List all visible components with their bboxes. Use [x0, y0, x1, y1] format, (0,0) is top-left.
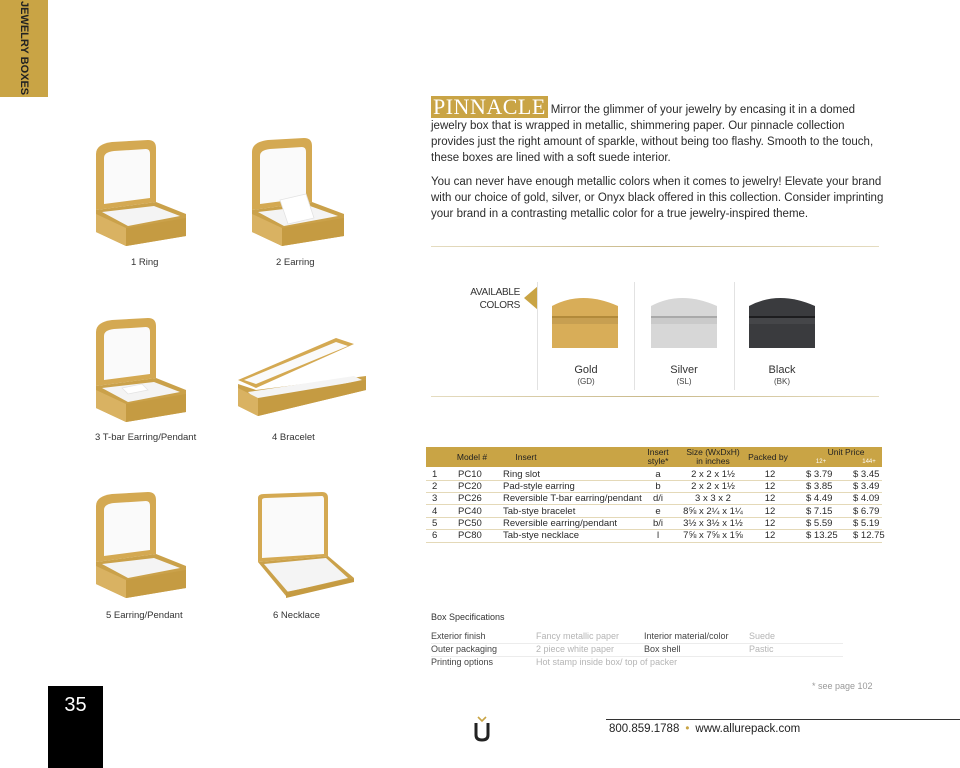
model-number: PC10 — [458, 469, 482, 480]
color-name: Black — [768, 364, 796, 376]
table-header — [426, 447, 882, 467]
col-insert-style-1: Insert — [647, 447, 669, 457]
black-color-swatch — [745, 294, 819, 352]
divider — [634, 282, 635, 390]
insert-style: b — [655, 481, 661, 492]
col-packed-by: Packed by — [748, 452, 788, 462]
necklace-box-image — [256, 492, 356, 600]
packed-by: 12 — [764, 518, 776, 529]
section-tab-label: JEWELRY BOXES — [18, 1, 30, 96]
spec-value: Pastic — [749, 644, 774, 654]
insert-style: e — [655, 506, 661, 517]
model-number: PC20 — [458, 481, 482, 492]
model-number: PC80 — [458, 530, 482, 541]
earring-pendant-box-image — [92, 492, 190, 600]
website-link[interactable]: www.allurepack.com — [695, 723, 801, 735]
brand-logo-icon — [470, 715, 494, 743]
size: 2 x 2 x 1½ — [691, 469, 735, 480]
ring-box-image — [92, 140, 190, 248]
size: 3 x 3 x 2 — [695, 493, 731, 504]
intro-paragraph-2: You can never have enough metallic colors when it comes to jewelry! Elevate your brand with our choice of gold, silver, or Onyx black offered in this collection. Consider imprinting your brand in a contrasting metallic color for a true jewelry-inspired theme. — [431, 176, 884, 220]
insert-style: l — [656, 530, 660, 541]
divider — [734, 282, 735, 390]
product-caption: 5 Earring/Pendant — [106, 610, 183, 621]
product-caption: 3 T-bar Earring/Pendant — [95, 432, 197, 443]
phone-number: 800.859.1788 — [609, 723, 680, 735]
product-caption: 4 Bracelet — [272, 432, 315, 443]
divider — [537, 282, 538, 390]
row-number: 4 — [432, 506, 438, 517]
insert-type: Tab-stye necklace — [503, 530, 580, 541]
bracelet-box-image — [236, 336, 368, 420]
insert-style: b/i — [652, 518, 664, 529]
price-144: $ 4.09 — [853, 493, 880, 504]
col-qty-12: 12+ — [815, 459, 827, 465]
model-number: PC40 — [458, 506, 482, 517]
tbar-box-image — [92, 318, 190, 424]
row-number: 2 — [432, 481, 438, 492]
footer-rule — [606, 719, 960, 720]
row-number: 3 — [432, 493, 438, 504]
section-tab — [0, 0, 48, 97]
model-number: PC50 — [458, 518, 482, 529]
size: 2 x 2 x 1½ — [691, 481, 735, 492]
row-number: 6 — [432, 530, 438, 541]
footer-contact — [609, 723, 800, 735]
color-name: Gold — [574, 364, 598, 376]
row-number: 1 — [432, 469, 438, 480]
earring-box-image — [248, 138, 348, 248]
packed-by: 12 — [764, 493, 776, 504]
product-caption: 2 Earring — [276, 257, 315, 268]
spec-value: Fancy metallic paper — [536, 631, 620, 641]
packed-by: 12 — [764, 506, 776, 517]
divider — [431, 396, 879, 397]
color-code: (GD) — [577, 377, 595, 386]
color-name: Silver — [670, 364, 698, 376]
specs-title: Box Specifications — [431, 612, 505, 622]
divider — [431, 246, 879, 247]
col-insert-style-2: style* — [647, 456, 669, 466]
spec-value: Suede — [749, 631, 776, 641]
model-number: PC26 — [458, 493, 482, 504]
row-divider — [426, 542, 882, 543]
price-12: $ 3.85 — [806, 481, 833, 492]
packed-by: 12 — [764, 530, 776, 541]
col-insert: Insert — [515, 452, 537, 462]
price-12: $ 13.25 — [806, 530, 838, 541]
price-12: $ 4.49 — [806, 493, 833, 504]
spec-label: Printing options — [431, 657, 494, 667]
collection-title: PINNACLE — [433, 94, 546, 119]
col-size-2: in inches — [696, 456, 730, 466]
pointer-arrow-icon — [524, 286, 538, 310]
spec-label: Box shell — [644, 644, 681, 654]
price-12: $ 3.79 — [806, 469, 833, 480]
insert-type: Reversible earring/pendant — [503, 518, 618, 529]
page-number: 35 — [64, 694, 87, 716]
price-12: $ 7.15 — [806, 506, 833, 517]
available-colors-line2: COLORS — [479, 300, 520, 311]
available-colors-label — [455, 286, 520, 312]
insert-style: d/i — [652, 493, 664, 504]
spec-label: Interior material/color — [644, 631, 729, 641]
product-caption: 1 Ring — [131, 257, 159, 268]
intro-paragraph-1: Mirror the glimmer of your jewelry by encasing it in a domed jewelry box that is wrapped in metallic, shimmering paper. Our pinnacle collection provides just the right amount of sparkle, without being too flashy. Smooth to the touch, these boxes are lined with a soft suede interior. — [431, 104, 874, 164]
price-12: $ 5.59 — [806, 518, 833, 529]
intro-text — [431, 96, 891, 230]
col-size-1: Size (WxDxH) — [686, 447, 740, 457]
gold-color-swatch — [548, 294, 622, 352]
size: 3½ x 3½ x 1½ — [683, 518, 743, 529]
separator-dot-icon: • — [685, 723, 690, 735]
packed-by: 12 — [764, 481, 776, 492]
footnote: * see page 102 — [812, 681, 873, 691]
insert-type: Pad-style earring — [503, 481, 575, 492]
size: 8⅝ x 2¼ x 1¼ — [683, 506, 743, 517]
color-code: (BK) — [774, 377, 790, 386]
spec-value: Hot stamp inside box/ top of packer — [536, 657, 678, 667]
price-144: $ 5.19 — [853, 518, 880, 529]
price-144: $ 6.79 — [853, 506, 880, 517]
silver-color-swatch — [647, 294, 721, 352]
spec-label: Exterior finish — [431, 631, 486, 641]
spec-label: Outer packaging — [431, 644, 498, 654]
price-144: $ 3.45 — [853, 469, 880, 480]
price-144: $ 3.49 — [853, 481, 880, 492]
spec-value: 2 piece white paper — [536, 644, 615, 654]
price-144: $ 12.75 — [853, 530, 885, 541]
row-number: 5 — [432, 518, 438, 529]
available-colors-line1: AVAILABLE — [470, 287, 520, 298]
page-number-block — [48, 686, 103, 768]
col-model: Model # — [456, 452, 488, 462]
packed-by: 12 — [764, 469, 776, 480]
row-divider — [426, 504, 882, 505]
size: 7⅝ x 7⅝ x 1⅝ — [683, 530, 743, 541]
insert-style: a — [655, 469, 661, 480]
intro-paragraph — [431, 96, 891, 166]
col-qty-144: 144+ — [862, 459, 876, 465]
insert-type: Tab-stye bracelet — [503, 506, 576, 517]
color-code: (SL) — [676, 377, 692, 386]
col-unit-price: Unit Price — [827, 447, 865, 457]
insert-type: Ring slot — [503, 469, 540, 480]
product-caption: 6 Necklace — [273, 610, 320, 621]
insert-type: Reversible T-bar earring/pendant — [503, 493, 642, 504]
